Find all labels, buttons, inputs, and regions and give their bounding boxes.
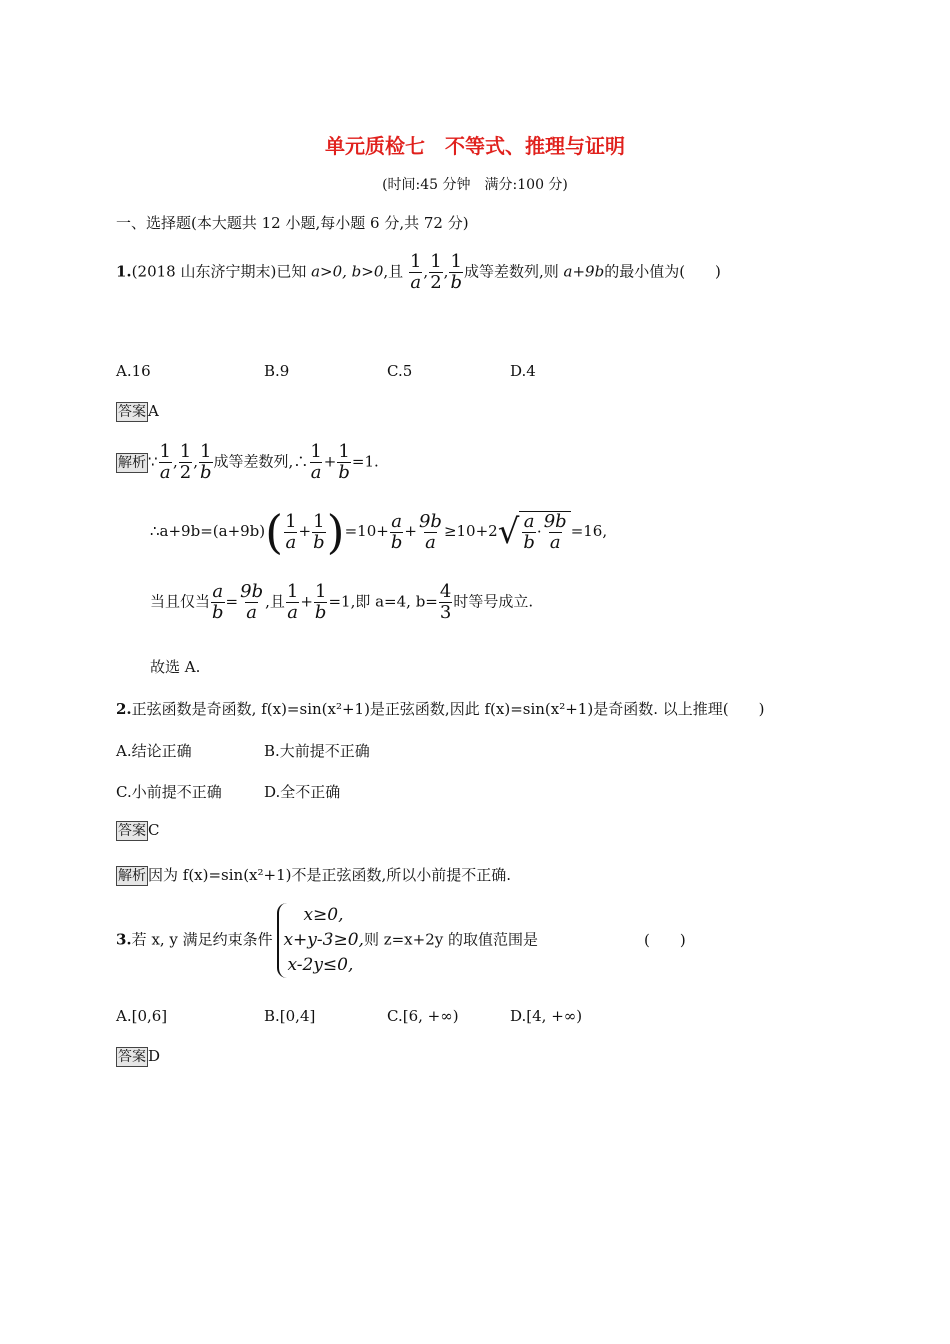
page-title: 单元质检七 不等式、推理与证明 [325, 134, 625, 158]
constraint-system: x≥0, x+y-3≥0, x-2y≤0, [277, 903, 363, 978]
analysis-line-1: 解析 ∵ $\frac{1}{a}$ , $\frac{1}{2}$ , $\frac{1}{b}$ 成等差数列,∴ $\frac{1}{a}$ + $\frac{1}{b}$ =1. [118, 441, 379, 483]
option-a: A.16 [116, 362, 151, 380]
q2-option-d: D.全不正确 [264, 783, 341, 801]
analysis-tag: 解析 [118, 868, 146, 884]
answer-row [116, 402, 159, 422]
analysis-line-4: 故选 A. [150, 658, 201, 676]
option-c: C.5 [387, 362, 413, 380]
q2-analysis: 解析 因为 f(x)=sin(x²+1)不是正弦函数,所以小前提不正确. [118, 866, 512, 884]
q2-option-c: C.小前提不正确 [116, 783, 222, 801]
fraction-1-over-2: $\frac{1}{2}$ [430, 251, 442, 293]
analysis-line-3: 当且仅当 $\frac{a}{b}$ = $\frac{9b}{a}$ ,且 $\frac{1}{a}$ + $\frac{1}{b}$ =1,即 a=4, b= $\frac{4}{3}$ 时等号成立. [150, 581, 534, 623]
analysis-tag: 解析 [118, 454, 146, 471]
q2-answer-row [116, 821, 159, 841]
q3-blank: ( ) [644, 931, 686, 949]
answer-tag: 答案 [118, 404, 146, 420]
question-1-stem: 1.(2018 山东济宁期末)已知 a>0, b>0,且 $\frac{1}{a}$ , $\frac{1}{2}$ , $\frac{1}{b}$ 成等差数列,则 a+9b的最小值为( ) [116, 251, 721, 293]
fraction-1-over-a: $\frac{1}{a}$ [409, 251, 422, 293]
answer-tag: 答案 [118, 823, 146, 839]
option-d: D.4 [510, 362, 536, 380]
q3-option-c: C.[6, +∞) [387, 1007, 459, 1025]
answer-value: D [148, 1047, 161, 1065]
option-b: B.9 [264, 362, 290, 380]
answer-value: C [148, 821, 160, 839]
fraction-1-over-b: $\frac{1}{b}$ [450, 251, 462, 293]
section-heading: 一、选择题(本大题共 12 小题,每小题 6 分,共 72 分) [116, 214, 469, 232]
q3-option-a: A.[0,6] [116, 1007, 168, 1025]
q2-option-b: B.大前提不正确 [264, 742, 370, 760]
analysis-line-2: ∴a+9b=(a+9b)( $\frac{1}{a}$ + $\frac{1}{b}$ )=10+ $\frac{a}{b}$ + $\frac{9b}{a}$ ≥10+2√ $\frac{a}{b}$ · $\frac{9b}{a}$ =16, [150, 505, 608, 559]
answer-value: A [148, 402, 159, 420]
q3-answer-row [116, 1047, 160, 1067]
answer-tag: 答案 [118, 1049, 146, 1065]
q3-option-b: B.[0,4] [264, 1007, 316, 1025]
question-2-stem: 2.正弦函数是奇函数, f(x)=sin(x²+1)是正弦函数,因此 f(x)=sin(x²+1)是奇函数. 以上推理( ) [116, 700, 765, 718]
question-3-stem: 3.若 x, y 满足约束条件 x≥0, x+y-3≥0, x-2y≤0, 则 z=x+2y 的取值范围是 [116, 903, 538, 978]
q3-option-d: D.[4, +∞) [510, 1007, 583, 1025]
exam-info: (时间:45 分钟 满分:100 分) [382, 177, 568, 193]
q2-option-a: A.结论正确 [116, 742, 192, 760]
